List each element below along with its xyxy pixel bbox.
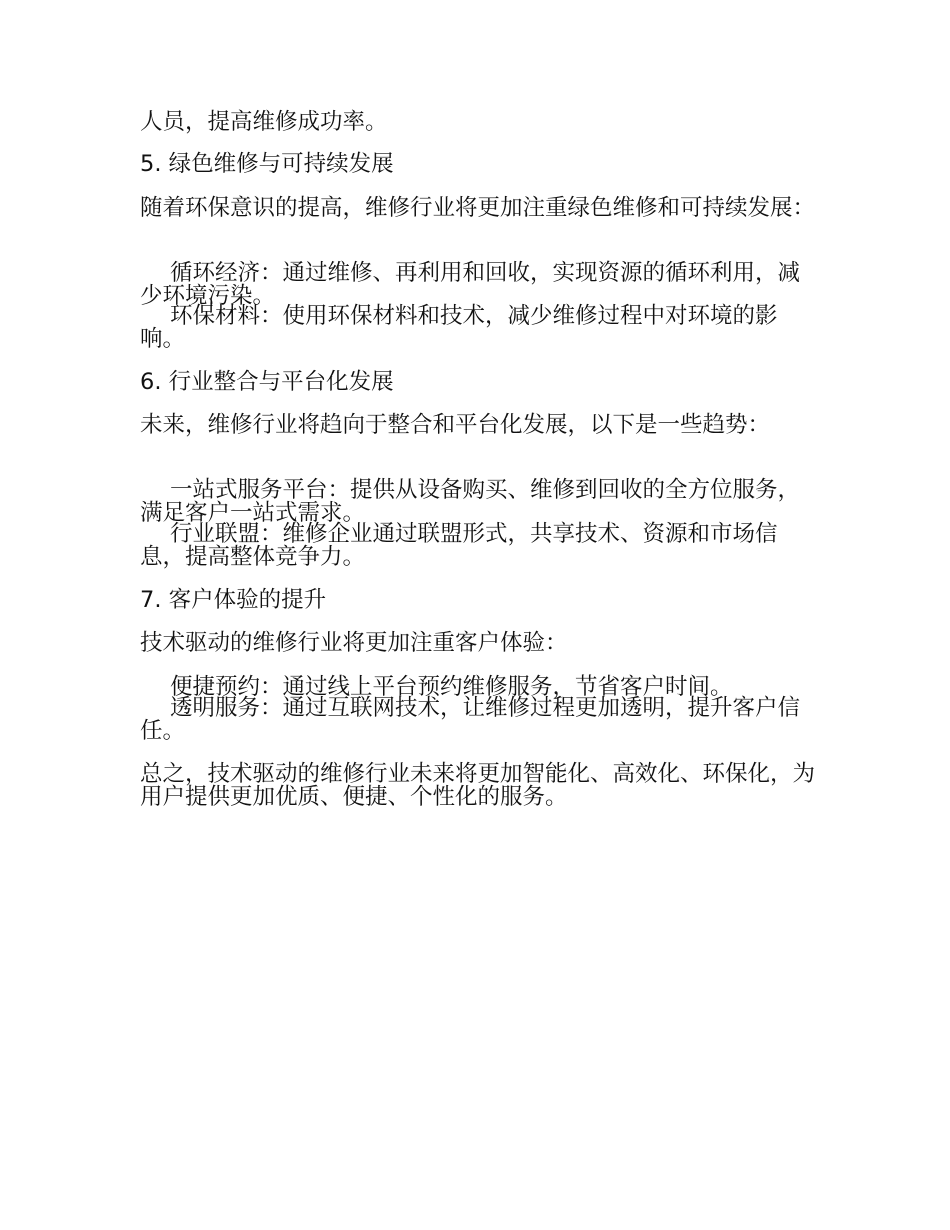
section-6-item-1: 一站式服务平台：提供从设备购买、维修到回收的全方位服务，满足客户一站式需求。 xyxy=(140,477,801,526)
conclusion-paragraph: 总之，技术驱动的维修行业未来将更加智能化、高效化、环保化，为用户提供更加优质、便捷、个性化的服务。 xyxy=(140,761,816,810)
section-intro-6: 未来，维修行业将趋向于整合和平台化发展，以下是一些趋势： xyxy=(140,412,771,438)
continuation-text: 人员，提高维修成功率。 xyxy=(140,109,388,135)
section-heading-7: 7. 客户体验的提升 xyxy=(140,587,327,613)
section-5-item-1: 循环经济：通过维修、再利用和回收，实现资源的循环利用，减少环境污染。 xyxy=(140,260,801,309)
section-intro-5: 随着环保意识的提高，维修行业将更加注重绿色维修和可持续发展： xyxy=(140,195,816,221)
section-heading-6: 6. 行业整合与平台化发展 xyxy=(140,369,394,395)
section-intro-7: 技术驱动的维修行业将更加注重客户体验： xyxy=(140,630,568,656)
section-7-item-2: 透明服务：通过互联网技术，让维修过程更加透明，提升客户信任。 xyxy=(140,695,801,744)
section-7-item-1: 便捷预约：通过线上平台预约维修服务，节省客户时间。 xyxy=(170,674,733,700)
section-5-item-2: 环保材料：使用环保材料和技术，减少维修过程中对环境的影响。 xyxy=(140,303,778,352)
section-6-item-2: 行业联盟：维修企业通过联盟形式，共享技术、资源和市场信息，提高整体竞争力。 xyxy=(140,521,778,570)
section-heading-5: 5. 绿色维修与可持续发展 xyxy=(140,151,394,177)
